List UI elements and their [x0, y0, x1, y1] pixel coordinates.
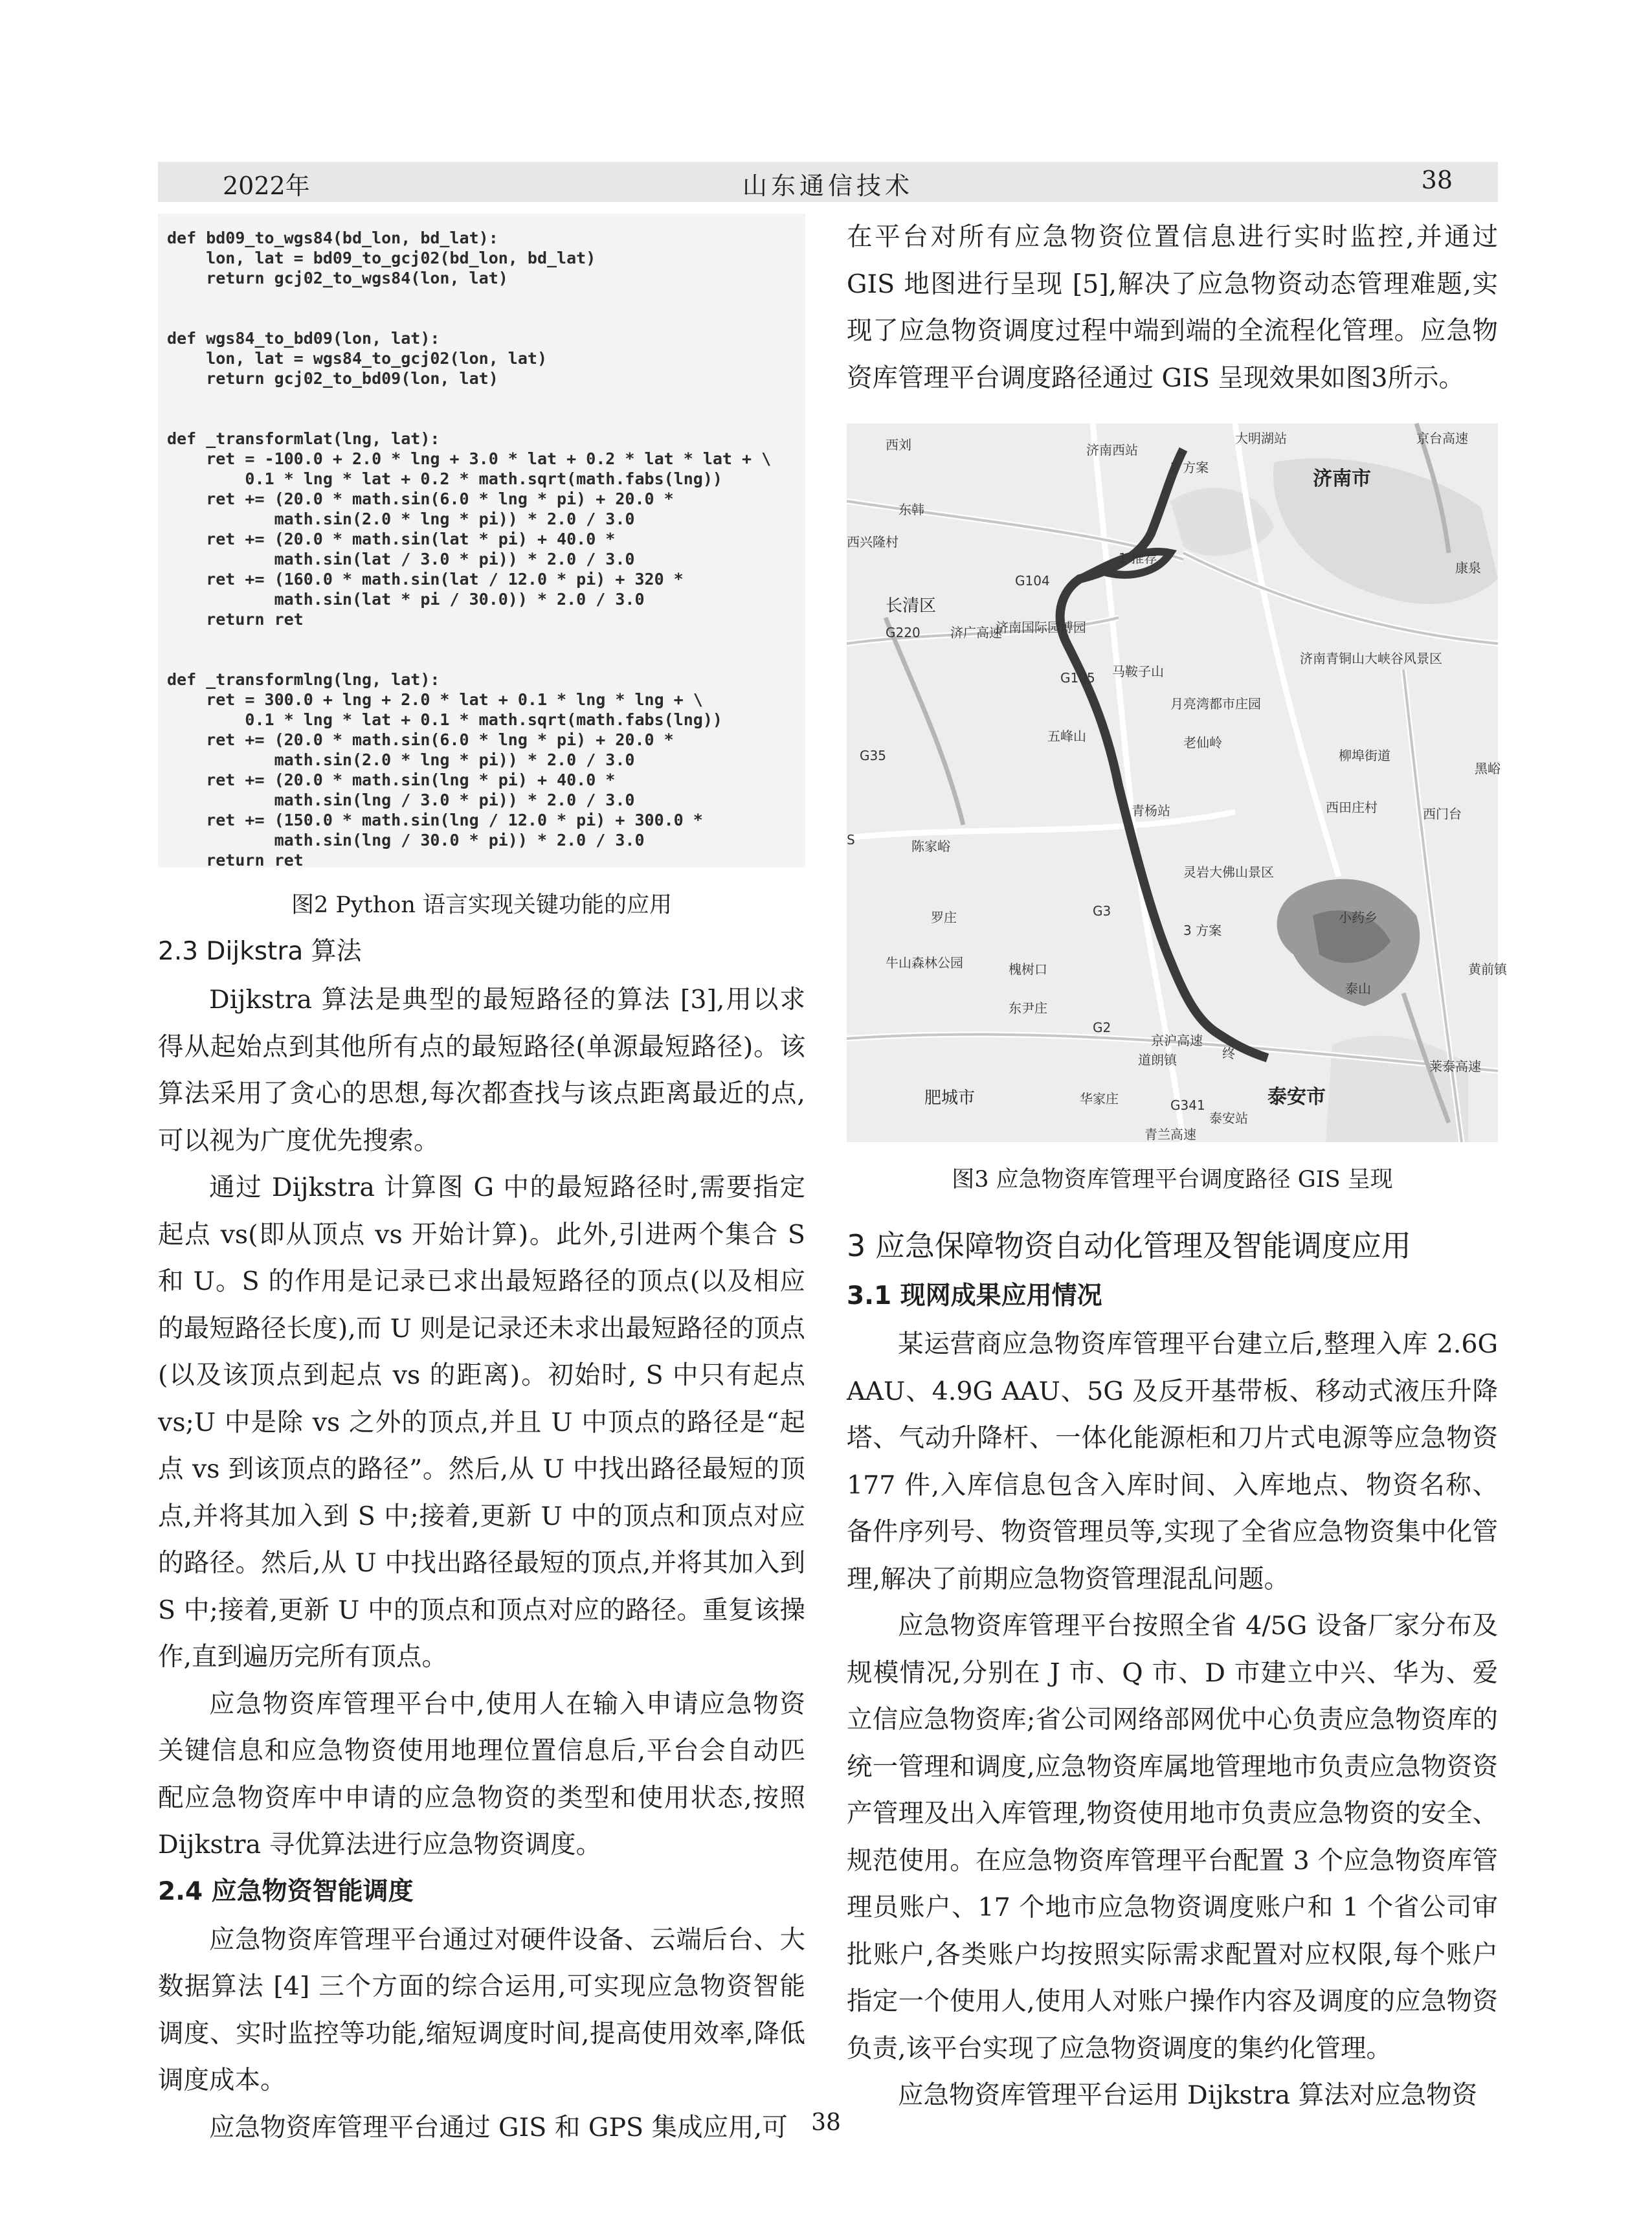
- map-label-laoxian: 老仙岭: [1183, 735, 1222, 750]
- map-label-tuijian: 1 推荐: [1119, 550, 1157, 566]
- map-label-niushan: 牛山森林公园: [886, 955, 963, 971]
- map-label-xitian: 西田庄村: [1326, 800, 1378, 815]
- map-label-g35: G35: [860, 748, 886, 763]
- map-label-changqing: 长清区: [886, 596, 937, 616]
- section-2-3-title: 2.3 Dijkstra 算法: [158, 937, 362, 966]
- map-label-wufeng: 五峰山: [1047, 728, 1086, 744]
- map-label-huaishu: 槐树口: [1009, 961, 1047, 977]
- map-label-qinglan: 青兰高速: [1144, 1127, 1196, 1142]
- paragraph: 应急物资库管理平台按照全省 4/5G 设备厂家分布及规模情况,分别在 J 市、Q 市、D 市建立中兴、华为、爱立信应急物资库;省公司网络部网优中心负责应急物资库的统一管理和调度,应急物资库属地管理地市负责应急物资资产管理及出入库管理,物资使用地市负责应急物资的安全、规范使用。在应急物资库管理平台配置 3 个应急物资库管理员账户、17 个地市应急物资调度账户和 1 个省公司审批账户,各类账户均按照实际需求配置对应权限,每个账户指定一个使用人,使用人对账户操作内容及调度的应急物资负责,该平台实现了应急物资调度的集约化管理。: [847, 1611, 1498, 2063]
- map-label-feicheng: 肥城市: [924, 1088, 976, 1108]
- figure-3-caption: 图3 应急物资库管理平台调度路径 GIS 呈现: [952, 1167, 1393, 1193]
- map-label-taianzhan: 泰安站: [1209, 1110, 1248, 1126]
- map-label-dongyi: 东韩: [899, 502, 924, 517]
- right-column: [847, 214, 1507, 2119]
- map-label-ximen: 西门台: [1423, 806, 1462, 822]
- map-label-taianshi: 泰安市: [1267, 1086, 1326, 1108]
- map-label-g341: G341: [1170, 1097, 1205, 1113]
- paragraph: 应急物资库管理平台通过对硬件设备、云端后台、大数据算法 [4] 三个方面的综合运用,可实现应急物资智能调度、实时监控等功能,缩短调度时间,提高使用效率,降低调度成本。: [158, 1924, 805, 2095]
- map-label-kangquan: 康泉: [1455, 560, 1481, 576]
- python-code-figure: def bd09_to_wgs84(bd_lon, bd_lat): lon, lat = bd09_to_gcj02(bd_lon, bd_lat) return gcj02_to_wgs84(lon, lat) def wgs84_to_bd09(lon, lat): lon, lat = wgs84_to_gcj02(lon, lat) return gcj02_to_bd09(lon, lat) def _transformlat(lng, lat): ret = -100.0 + 2.0 * lng + 3.0 * lat + 0.2 * lat * lat + \ 0.1 * lng * lat + 0.2 * math.sqrt(math.fabs(lng)) ret += (20.0 * math.sin(6.0 * lng * pi) + 20.0 * math.sin(2.0 * lng * pi)) * 2.0 / 3.0 ret += (20.0 * math.sin(lat * pi) + 40.0 * math.sin(lat / 3.0 * pi)) * 2.0 / 3.0 ret += (160.0 * math.sin(lat / 12.0 * pi) + 320 * math.sin(lat * pi / 30.0)) * 2.0 / 3.0 return ret def _transformlng(lng, lat): ret = 300.0 + lng + 2.0 * lat + 0.1 * lng * lng + \ 0.1 * lng * lat + 0.1 * math.sqrt(math.fabs(lng)) ret += (20.0 * math.sin(6.0 * lng * pi) + 20.0 * math.sin(2.0 * lng * pi)) * 2.0 / 3.0 ret += (20.0 * math.sin(lng * pi) + 40.0 * math.sin(lng / 3.0 * pi)) * 2.0 / 3.0 ret += (150.0 * math.sin(lng / 12.0 * pi) + 300.0 * math.sin(lng / 30.0 * pi)) * 2.0 / 3.0 return ret: [158, 214, 805, 868]
- header-year: 2022年: [223, 172, 310, 200]
- paragraph: 通过 Dijkstra 计算图 G 中的最短路径时,需要指定起点 vs(即从顶点 vs 开始计算)。此外,引进两个集合 S 和 U。S 的作用是记录已求出最短路径的顶点(以及相应的最短路径长度),而 U 则是记录还未求出最短路径的顶点(以及该顶点到起点 vs 的距离)。初始时, S 中只有起点 vs;U 中是除 vs 之外的顶点,并且 U 中顶点的路径是“起点 vs 到该顶点的路径”。然后,从 U 中找出路径最短的顶点,并将其加入到 S 中;接着,更新 U 中的顶点和顶点对应的路径。然后,从 U 中找出路径最短的顶点,并将其加入到 S 中;接着,更新 U 中的顶点和顶点对应的路径。重复该操作,直到遍历完所有顶点。: [158, 1173, 805, 1672]
- map-canvas: [847, 423, 1507, 1142]
- paragraph: 应急物资库管理平台通过 GIS 和 GPS 集成应用,可: [209, 2112, 788, 2142]
- map-label-jinghu: 京沪高速: [1151, 1033, 1203, 1048]
- map-label-huajia: 华家庄: [1080, 1091, 1119, 1107]
- map-label-huangqian: 黄前镇: [1468, 961, 1507, 977]
- map-label-daminghu: 大明湖站: [1235, 431, 1287, 446]
- map-label-zhong: 终: [1222, 1046, 1235, 1061]
- section-3-1-title: 3.1 现网成果应用情况: [847, 1281, 1102, 1310]
- map-label-maanzi: 马鞍子山: [1112, 664, 1164, 679]
- map-label-jiqing: 济广高速: [950, 625, 1002, 640]
- map-label-g220: G220: [886, 625, 921, 640]
- map-label-chenjiayu: 陈家峪: [911, 838, 950, 854]
- map-label-fangan3: 3 方案: [1183, 923, 1222, 938]
- paragraph: 应急物资库管理平台运用 Dijkstra 算法对应急物资: [898, 2080, 1478, 2110]
- map-label-qingyang: 青杨站: [1132, 803, 1170, 818]
- map-label-liuhuai: 柳埠街道: [1339, 748, 1390, 763]
- map-label-s: S: [847, 832, 855, 848]
- map-label-g3: G3: [1093, 903, 1111, 919]
- map-label-jingtai: 京台高速: [1416, 431, 1468, 446]
- gis-route-map: [847, 423, 1507, 1142]
- map-label-dongyin: 东尹庄: [1009, 1000, 1047, 1016]
- page-number: 38: [811, 2109, 841, 2136]
- map-label-laiwu: 莱泰高速: [1429, 1059, 1481, 1074]
- map-label-daolang: 道朗镇: [1138, 1052, 1177, 1068]
- map-label-heiyu: 黑峪: [1475, 761, 1501, 776]
- map-label-jinanxizhan: 济南西站: [1086, 442, 1138, 458]
- figure-2-caption: 图2 Python 语言实现关键功能的应用: [291, 892, 673, 918]
- header-page: 38: [1421, 166, 1453, 194]
- paragraph: Dijkstra 算法是典型的最短路径的算法 [3],用以求得从起始点到其他所有点的最短路径(单源最短路径)。该算法采用了贪心的思想,每次都查找与该点距离最近的点,可以视为广度优先搜索。: [158, 985, 805, 1156]
- map-label-luozhuang: 罗庄: [931, 910, 957, 925]
- map-label-fangan2: 2 方案: [1170, 460, 1209, 475]
- running-header: [158, 162, 1498, 202]
- paragraph: 在平台对所有应急物资位置信息进行实时监控,并通过 GIS 地图进行呈现 [5],解决了应急物资动态管理难题,实现了应急物资调度过程中端到端的全流程化管理。应急物资库管理平台调度路径通过 GIS 呈现效果如图3所示。: [847, 222, 1498, 393]
- map-label-g2: G2: [1093, 1020, 1111, 1035]
- map-label-xiyu: 西兴隆村: [847, 534, 899, 550]
- map-label-yueliang: 月亮湾都市庄园: [1170, 696, 1261, 712]
- section-2-4-title: 2.4 应急物资智能调度: [158, 1876, 414, 1906]
- map-label-jinanshi: 济南市: [1313, 467, 1371, 490]
- header-journal: 山东通信技术: [742, 172, 913, 200]
- map-label-lingyan: 灵岩大佛山景区: [1183, 864, 1274, 880]
- map-label-tongyu: 济南青铜山大峡谷风景区: [1300, 651, 1442, 666]
- map-label-g105: G105: [1060, 670, 1095, 686]
- paragraph: 某运营商应急物资库管理平台建立后,整理入库 2.6G AAU、4.9G AAU、5G 及反开基带板、移动式液压升降塔、气动升降杆、一体化能源柜和刀片式电源等应急物资 177 件,入库信息包含入库时间、入库地点、物资名称、备件序列号、物资管理员等,实现了全省应急物资集中化管理,解决了前期应急物资管理混乱问题。: [847, 1329, 1498, 1594]
- map-label-xiliu: 西刘: [886, 437, 911, 453]
- paragraph: 应急物资库管理平台中,使用人在输入申请应急物资关键信息和应急物资使用地理位置信息后,平台会自动匹配应急物资库中申请的应急物资的类型和使用状态,按照 Dijkstra 寻优算法进行应急物资调度。: [158, 1689, 805, 1860]
- section-3-title: 3 应急保障物资自动化管理及智能调度应用: [847, 1228, 1411, 1263]
- map-label-bowuyuan: 济南国际园博园: [996, 620, 1086, 635]
- map-label-g104: G104: [1015, 573, 1050, 589]
- map-label-taishan: 泰山: [1345, 981, 1371, 996]
- map-label-xiaoyao: 小药乡: [1339, 910, 1378, 925]
- left-column: [158, 214, 805, 2151]
